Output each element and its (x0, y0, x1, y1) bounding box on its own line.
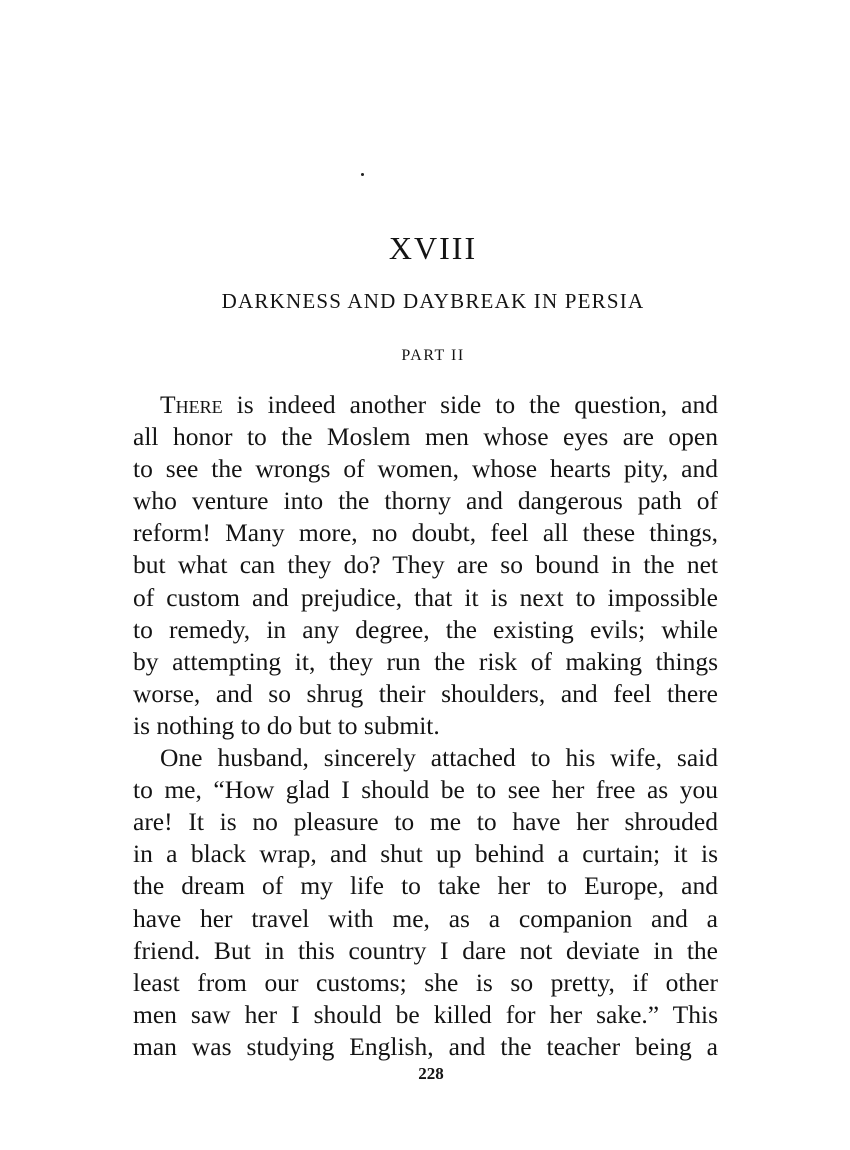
paragraph-1-line: but what can they do? They are so bound in the net (133, 550, 718, 580)
paragraph-2-line: One husband, sincerely attached to his wife, said (160, 743, 718, 773)
paragraph-1-line: is nothing to do but to submit. (133, 710, 440, 740)
paragraph-1-line-1 (133, 389, 718, 421)
page-number: 228 (418, 1064, 444, 1083)
print-speck (361, 173, 364, 176)
part-label: PART II (401, 347, 465, 364)
chapter-title: DARKNESS AND DAYBREAK IN PERSIA (221, 289, 645, 313)
paragraph-2-line: least from our customs; she is so pretty, if other (133, 967, 718, 997)
paragraph-1-line: to remedy, in any degree, the existing evils; while (133, 614, 718, 644)
paragraph-2-line: the dream of my life to take her to Europe, and (133, 871, 718, 901)
paragraph-2-line: friend. But in this country I dare not deviate in the (133, 935, 718, 965)
paragraph-1-line: by attempting it, they run the risk of making things (133, 646, 718, 676)
paragraph-1-line: who venture into the thorny and dangerous path of (133, 486, 718, 516)
text-line: is indeed another side to the question, and (222, 390, 718, 419)
paragraph-1-line: to see the wrongs of women, whose hearts pity, and (133, 454, 718, 484)
paragraph-2-line: are! It is no pleasure to me to have her shrouded (133, 807, 718, 837)
body-text (133, 389, 718, 1063)
drop-word: There (160, 390, 223, 419)
paragraph-1-line: worse, and so shrug their shoulders, and feel there (133, 678, 718, 708)
paragraph-2-line: men saw her I should be killed for her sake.” This (133, 999, 718, 1029)
paragraph-2-line: have her travel with me, as a companion and a (133, 903, 718, 933)
paragraph-2-line: man was studying English, and the teacher being a (133, 1031, 718, 1061)
paragraph-2-line: to me, “How glad I should be to see her free as you (133, 775, 718, 805)
chapter-number: XVIII (388, 230, 478, 266)
paragraph-2-line: in a black wrap, and shut up behind a curtain; it is (133, 839, 718, 869)
paragraph-1-line: reform! Many more, no doubt, feel all these things, (133, 518, 718, 548)
paragraph-1-line: all honor to the Moslem men whose eyes are open (133, 422, 718, 452)
paragraph-1-line: of custom and prejudice, that it is next to impossible (133, 582, 718, 612)
